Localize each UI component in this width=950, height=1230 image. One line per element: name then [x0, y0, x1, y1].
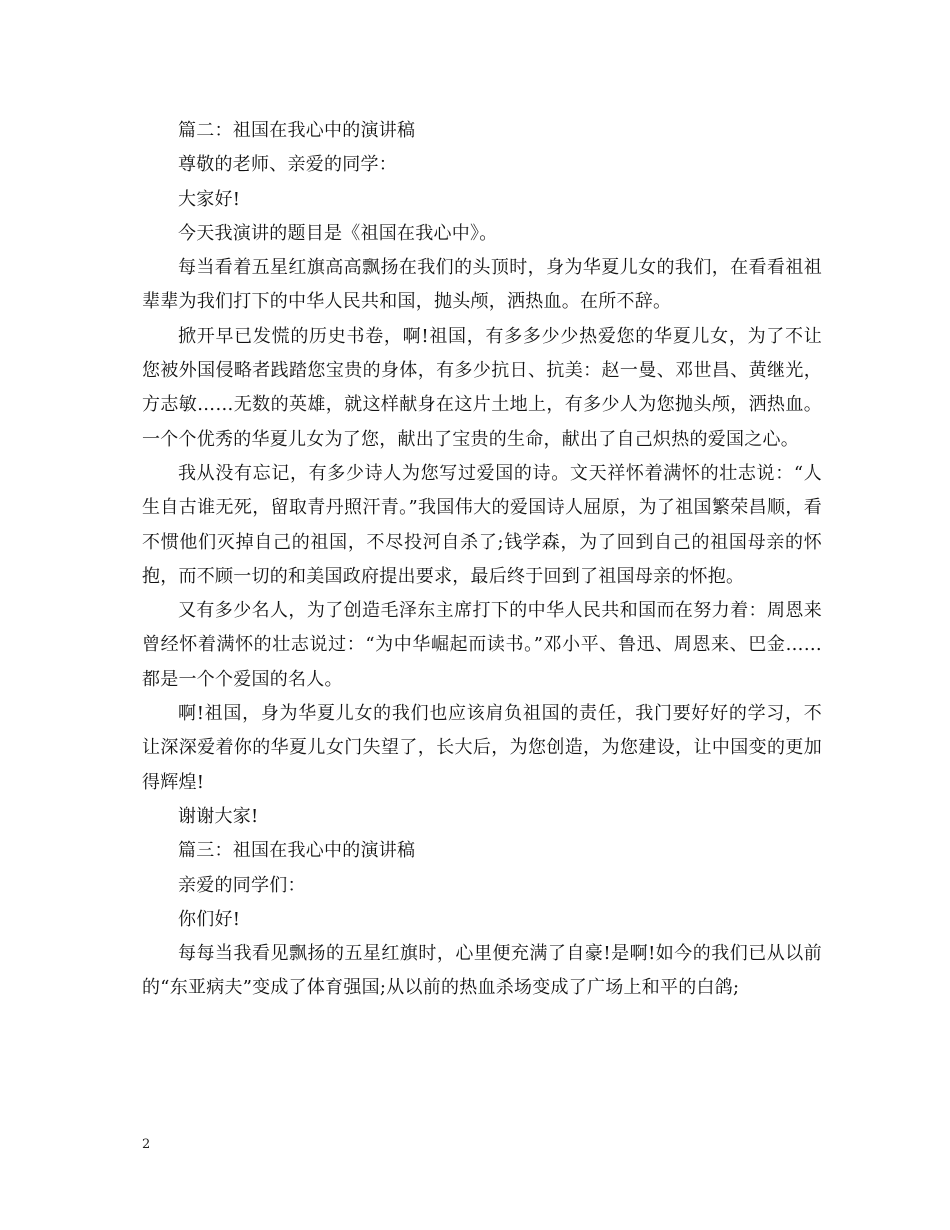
section-heading-part-two: 篇二：祖国在我心中的演讲稿: [178, 120, 416, 141]
body-paragraph: 每每当我看见飘扬的五星红旗时，心里便充满了自豪!是啊!如今的我们已从以前的“东亚病夫”变成了体育强国;从以前的热血杀场变成了广场上和平的白鸽;: [142, 943, 822, 999]
salutation: 尊敬的老师、亲爱的同学：: [178, 154, 397, 176]
greeting: 大家好!: [178, 188, 241, 210]
body-paragraph: 啊!祖国，身为华夏儿女的我们也应该肩负祖国的责任，我门要好好的学习，不让深深爱着你的华夏儿女门失望了，长大后，为您创造，为您建设，让中国变的更加得辉煌!: [142, 703, 822, 793]
salutation: 亲爱的同学们：: [178, 874, 306, 896]
greeting: 你们好!: [178, 908, 241, 930]
closing-thanks: 谢谢大家!: [178, 805, 259, 827]
body-paragraph: 又有多少名人，为了创造毛泽东主席打下的中华人民共和国而在努力着：周恩来曾经怀着满怀的壮志说过：“为中华崛起而读书。”邓小平、鲁迅、周恩来、巴金……都是一个个爱国的名人。: [142, 600, 822, 690]
page-number: 2: [142, 1137, 151, 1152]
body-paragraph: 掀开早已发慌的历史书卷，啊!祖国，有多多少少热爱您的华夏儿女，为了不让您被外国侵略者践踏您宝贵的身体，有多少抗日、抗美：赵一曼、邓世昌、黄继光，方志敏……无数的英雄，就这样献身在这片土地上，有多少人为您抛头颅，洒热血。一个个优秀的华夏儿女为了您，献出了宝贵的生命，献出了自己炽热的爱国之心。: [142, 325, 822, 450]
section-heading-part-three: 篇三：祖国在我心中的演讲稿: [178, 840, 416, 862]
speech-topic-paragraph: 今天我演讲的题目是《祖国在我心中》。: [178, 222, 498, 244]
body-paragraph: 我从没有忘记，有多少诗人为您写过爱国的诗。文天祥怀着满怀的壮志说：“人生自古谁无死，留取青丹照汗青。”我国伟大的爱国诗人屈原，为了祖国繁荣昌顺，看不惯他们灭掉自己的祖国，不尽投河自杀了;钱学森，为了回到自己的祖国母亲的怀抱，而不顾一切的和美国政府提出要求，最后终于回到了祖国母亲的怀抱。: [142, 462, 822, 587]
body-paragraph: 每当看着五星红旗高高飘扬在我们的头顶时，身为华夏儿女的我们，在看看祖祖辈辈为我们打下的中华人民共和国，抛头颅，洒热血。在所不辞。: [142, 257, 822, 313]
document-body: [142, 114, 822, 1006]
